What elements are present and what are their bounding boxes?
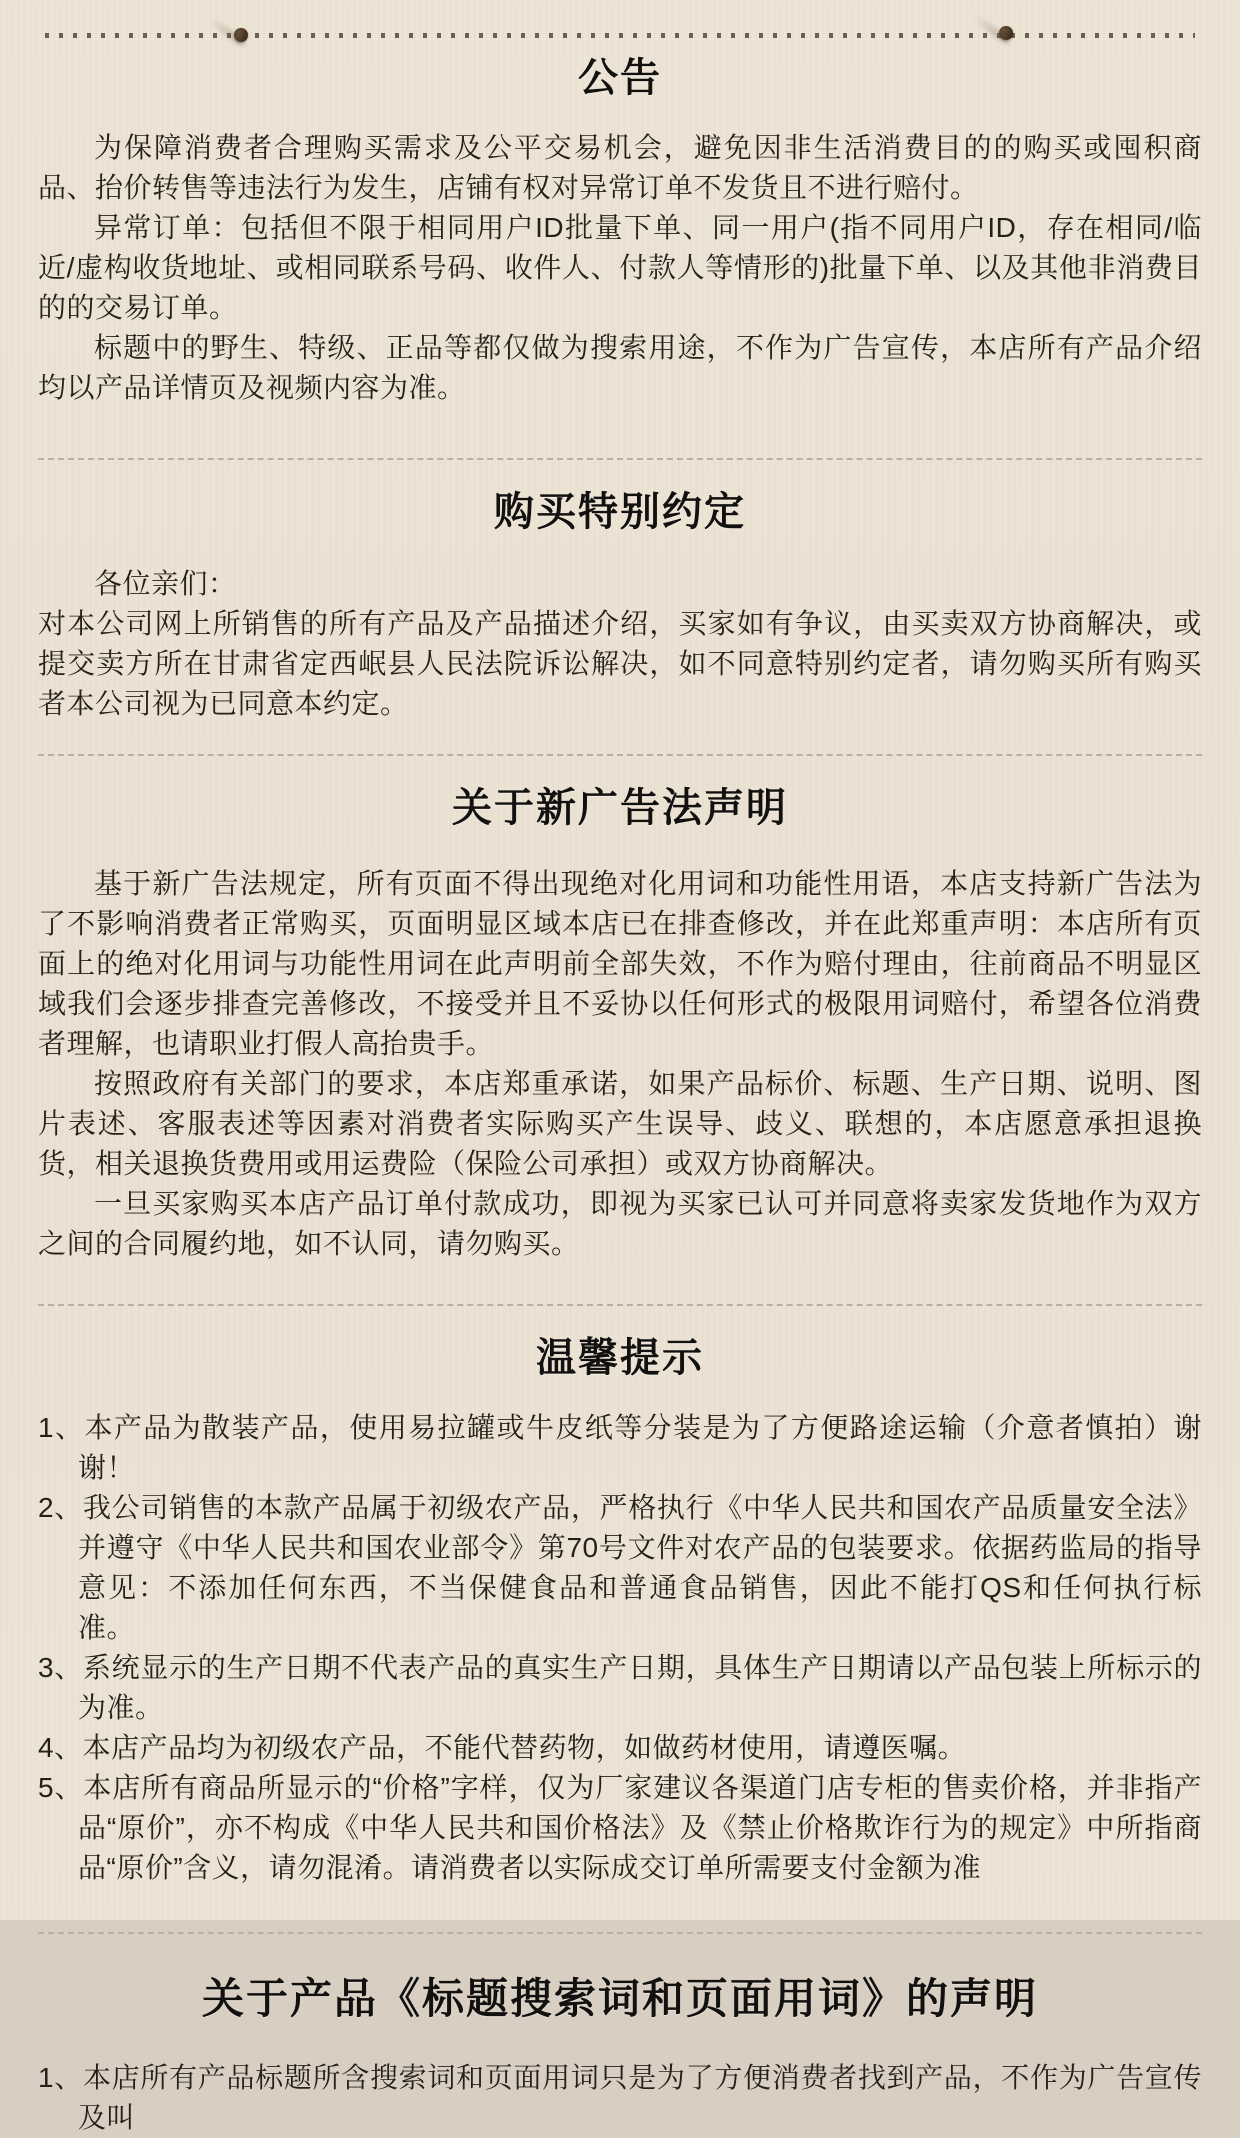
paragraph: 标题中的野生、特级、正品等都仅做为搜索用途，不作为广告宣传，本店所有产品介绍均以产品详情页及视频内容为准。: [38, 332, 1202, 403]
list-item: 5、本店所有商品所显示的“价格”字样，仅为厂家建议各渠道门店专柜的售卖价格，并非指产品“原价”，亦不构成《中华人民共和国价格法》及《禁止价格欺诈行为的规定》中所指商品“原价”含义，请勿混淆。请消费者以实际成交订单所需要支付金额为准: [38, 1772, 1202, 1883]
section-warm-tips: [0, 1332, 1240, 1888]
purchase-agreement-body: [38, 564, 1202, 724]
paragraph: 对本公司网上所销售的所有产品及产品描述介绍，买家如有争议，由买卖双方协商解决，或提交卖方所在甘肃省定西岷县人民法院诉讼解决，如不同意特别约定者，请勿购买所有购买者本公司视为已同意本约定。: [38, 608, 1202, 719]
section-title-keywords: 关于产品《标题搜索词和页面用词》的声明: [201, 1975, 1038, 2022]
paragraph: 为保障消费者合理购买需求及公平交易机会，避免因非生活消费目的的购买或囤积商品、抬价转售等违法行为发生，店铺有权对异常订单不发货且不进行赔付。: [38, 132, 1202, 203]
list-item: 3、系统显示的生产日期不代表产品的真实生产日期，具体生产日期请以产品包装上所标示的为准。: [38, 1652, 1202, 1723]
section-title-keywords-statement: [0, 1972, 1240, 2138]
section-purchase-agreement: [0, 486, 1240, 724]
dashed-divider: [38, 458, 1202, 460]
list-item: 1、本产品为散装产品，使用易拉罐或牛皮纸等分装是为了方便路途运输（介意者慎拍）谢谢！: [38, 1412, 1202, 1483]
section-ad-law-statement: [0, 782, 1240, 1264]
keywords-statement-body: [38, 2058, 1202, 2138]
push-pin-icon: [999, 26, 1013, 40]
dashed-divider: [38, 1932, 1202, 1934]
section-announcement: [0, 0, 1240, 408]
list-item: 4、本店产品均为初级农产品，不能代替药物，如做药材使用，请遵医嘱。: [38, 1732, 967, 1763]
ad-law-body: [38, 864, 1202, 1264]
push-pin-icon: [234, 28, 248, 42]
dashed-divider: [38, 754, 1202, 756]
section-title-purchase-agreement: 购买特别约定: [494, 490, 746, 534]
paragraph: 按照政府有关部门的要求，本店郑重承诺，如果产品标价、标题、生产日期、说明、图片表述、客服表述等因素对消费者实际购买产生误导、歧义、联想的，本店愿意承担退换货，相关退换货费用或用运费险（保险公司承担）或双方协商解决。: [38, 1068, 1202, 1179]
dashed-divider: [38, 1304, 1202, 1306]
section-title-ad-law: 关于新广告法声明: [452, 786, 788, 830]
paragraph: 基于新广告法规定，所有页面不得出现绝对化用词和功能性用语，本店支持新广告法为了不影响消费者正常购买，页面明显区域本店已在排查修改，并在此郑重声明：本店所有页面上的绝对化用词与功能性用词在此声明前全部失效，不作为赔付理由，往前商品不明显区域我们会逐步排查完善修改，不接受并且不妥协以任何形式的极限用词赔付，希望各位消费者理解，也请职业打假人高抬贵手。: [38, 868, 1202, 1059]
section-title-announcement: 公告: [578, 56, 662, 100]
salutation-line: 各位亲们：: [94, 568, 237, 599]
list-item: 2、我公司销售的本款产品属于初级农产品，严格执行《中华人民共和国农产品质量安全法》并遵守《中华人民共和国农业部令》第70号文件对农产品的包装要求。依据药监局的指导意见：不添加任何东西，不当保健食品和普通食品销售，因此不能打QS和任何执行标准。: [38, 1492, 1202, 1643]
stitch-dotted-line: [45, 33, 1195, 38]
warm-tips-list: [38, 1408, 1202, 1888]
section-title-warm-tips: 温馨提示: [536, 1336, 704, 1380]
announcement-body: [38, 128, 1202, 408]
paragraph: 异常订单：包括但不限于相同用户ID批量下单、同一用户(指不同用户ID，存在相同/临近/虚构收货地址、或相同联系号码、收件人、付款人等情形的)批量下单、以及其他非消费目的的交易订单。: [38, 212, 1202, 323]
list-item: 1、本店所有产品标题所含搜索词和页面用词只是为了方便消费者找到产品，不作为广告宣传及叫: [38, 2062, 1202, 2133]
paragraph: 一旦买家购买本店产品订单付款成功，即视为买家已认可并同意将卖家发货地作为双方之间的合同履约地，如不认同，请勿购买。: [38, 1188, 1202, 1259]
